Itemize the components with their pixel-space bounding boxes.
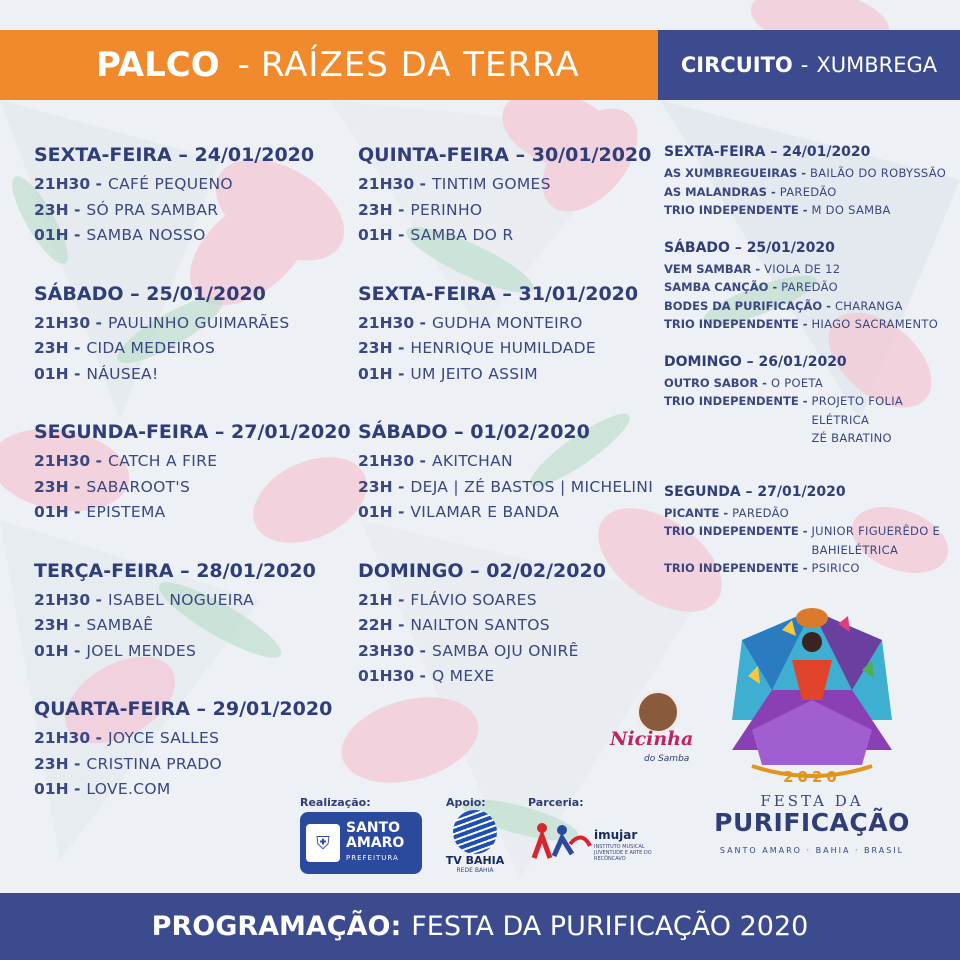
act-name: VILAMAR E BANDA xyxy=(410,503,560,521)
act-row xyxy=(358,336,658,362)
act-time: 21H30 - xyxy=(34,452,102,470)
act-row xyxy=(34,588,354,614)
circuit-act-row xyxy=(664,183,954,202)
circuit-group: VEM SAMBAR - xyxy=(664,261,761,276)
act-name: NAILTON SANTOS xyxy=(410,616,550,634)
act-name: DEJA | ZÉ BASTOS | MICHELINI xyxy=(410,477,654,496)
nicinha-sub: do Samba xyxy=(644,754,690,764)
apoio-label: Apoio: xyxy=(446,796,486,809)
act-row xyxy=(34,752,354,778)
act-time: 21H - xyxy=(358,590,405,609)
festa-place: SANTO AMARO · BAHIA · BRASIL xyxy=(719,846,905,855)
act-row xyxy=(34,311,354,337)
festa-figure-icon xyxy=(712,580,912,780)
act-time: 21H30 - xyxy=(34,590,102,609)
circuit-name: PAREDÃO xyxy=(781,280,838,294)
stage-day xyxy=(34,560,354,665)
festa-year: 2020 xyxy=(783,768,841,786)
act-name: JOEL MENDES xyxy=(86,641,197,660)
act-name: HENRIQUE HUMILDADE xyxy=(410,339,597,357)
circuit-act-row xyxy=(664,559,954,578)
act-time: 21H30 - xyxy=(358,452,426,470)
act-time: 21H30 - xyxy=(34,175,102,193)
stage-day xyxy=(358,144,658,249)
act-time: 01H - xyxy=(358,364,405,383)
act-row xyxy=(34,172,354,198)
nicinha-name: Nicinha xyxy=(610,728,694,750)
circuit-name: PAREDÃO xyxy=(779,184,837,199)
circuit-act-row xyxy=(664,201,954,220)
stage-column-1 xyxy=(34,144,354,837)
circuit-separator: - xyxy=(800,53,809,77)
circuit-act-row xyxy=(664,392,954,448)
act-name: SAMBA DO R xyxy=(410,226,514,244)
act-name: TINTIM GOMES xyxy=(431,175,551,193)
act-time: 21H30 - xyxy=(358,175,426,193)
act-time: 01H - xyxy=(34,780,81,798)
nicinha-do-samba-logo xyxy=(606,682,706,782)
stage-day xyxy=(34,421,354,526)
act-row xyxy=(358,362,658,388)
circuit-act-row xyxy=(664,297,954,316)
circuit-group: TRIO INDEPENDENTE - xyxy=(664,394,808,408)
day-title: SEGUNDA-FEIRA – 27/01/2020 xyxy=(34,421,351,443)
circuit-name: M DO SAMBA xyxy=(811,203,891,217)
day-title: SEXTA-FEIRA – 24/01/2020 xyxy=(34,144,315,166)
stage-header xyxy=(0,30,658,100)
stage-day xyxy=(34,144,354,249)
act-row xyxy=(358,475,658,501)
circuit-name: HIAGO SACRAMENTO xyxy=(811,317,939,331)
act-name: AKITCHAN xyxy=(431,452,513,470)
act-time: 23H - xyxy=(358,200,405,219)
day-title: SEXTA-FEIRA – 31/01/2020 xyxy=(358,282,639,305)
act-name: CATCH A FIRE xyxy=(107,452,218,470)
act-row xyxy=(358,500,658,526)
act-time: 01H - xyxy=(34,364,81,383)
tv-bahia-name: TV BAHIA xyxy=(445,854,505,867)
act-row xyxy=(34,726,354,752)
act-time: 23H30 - xyxy=(358,641,426,660)
act-row xyxy=(34,639,354,665)
stage-day xyxy=(34,698,354,803)
circuit-act-row xyxy=(664,522,954,559)
stage-separator: - xyxy=(237,45,251,85)
sponsors-bar xyxy=(300,796,660,886)
act-time: 23H - xyxy=(34,754,81,773)
tv-bahia-logo xyxy=(440,810,510,880)
circuit-column xyxy=(664,144,954,598)
circuit-act-row xyxy=(664,278,954,297)
act-name: SAMBAÊ xyxy=(86,616,154,634)
act-row xyxy=(34,336,354,362)
circuit-name: PAREDÃO xyxy=(732,505,789,520)
stage-label: PALCO xyxy=(96,45,220,85)
day-title: SEXTA-FEIRA – 24/01/2020 xyxy=(664,144,871,160)
act-name: SAMBA OJU ONIRÊ xyxy=(431,641,579,660)
act-row xyxy=(34,613,354,639)
day-title: SÁBADO – 01/02/2020 xyxy=(358,421,590,443)
stage-day xyxy=(358,560,658,690)
circuit-name: PSIRICO xyxy=(811,561,860,575)
act-time: 23H - xyxy=(358,477,405,496)
act-row xyxy=(358,172,658,198)
day-title: DOMINGO – 26/01/2020 xyxy=(664,353,847,370)
act-time: 01H - xyxy=(34,641,81,660)
act-row xyxy=(358,198,658,224)
act-name: LOVE.COM xyxy=(86,780,171,798)
stage-day xyxy=(358,421,658,526)
circuit-day xyxy=(664,144,954,220)
act-name: UM JEITO ASSIM xyxy=(410,364,538,383)
circuit-header xyxy=(658,30,960,100)
day-title: DOMINGO – 02/02/2020 xyxy=(358,559,606,582)
realizacao-label: Realização: xyxy=(300,796,371,809)
day-title: QUINTA-FEIRA – 30/01/2020 xyxy=(358,144,652,166)
tv-bahia-globe-icon xyxy=(453,810,497,854)
stage-day xyxy=(34,283,354,388)
stage-day xyxy=(358,283,658,388)
act-row xyxy=(358,311,658,337)
circuit-name: CHARANGA xyxy=(834,298,903,313)
circuit-group: TRIO INDEPENDENTE - xyxy=(664,524,808,538)
act-row xyxy=(34,500,354,526)
day-title: SEGUNDA – 27/01/2020 xyxy=(664,483,846,500)
act-time: 01H - xyxy=(358,503,405,521)
act-name: JOYCE SALLES xyxy=(107,729,220,747)
circuit-group: TRIO INDEPENDENTE - xyxy=(664,561,808,575)
act-row xyxy=(358,588,658,614)
parceria-label: Parceria: xyxy=(528,796,584,809)
day-title: TERÇA-FEIRA – 28/01/2020 xyxy=(34,559,316,582)
day-title: SÁBADO – 25/01/2020 xyxy=(664,239,835,256)
act-time: 23H - xyxy=(358,339,405,357)
circuit-name: O POETA xyxy=(770,375,824,390)
circuit-act-row xyxy=(664,374,954,393)
circuit-name: VIOLA DE 12 xyxy=(764,261,841,276)
festa-purificacao-logo xyxy=(712,580,912,870)
act-time: 01H30 - xyxy=(358,667,426,685)
circuit-group: PICANTE - xyxy=(664,505,729,520)
footer-banner xyxy=(0,893,960,960)
circuit-name: BAILÃO DO ROBYSSÃO xyxy=(810,166,947,180)
santo-amaro-logo xyxy=(300,812,422,874)
act-time: 21H30 - xyxy=(34,729,102,747)
act-row xyxy=(358,449,658,475)
imujar-logo xyxy=(530,820,652,870)
act-time: 21H30 - xyxy=(358,313,426,332)
act-time: 21H30 - xyxy=(34,313,102,332)
act-name: SÓ PRA SAMBAR xyxy=(86,200,219,219)
circuit-group: BODES DA PURIFICAÇÃO - xyxy=(664,298,831,313)
santo-amaro-line1: SANTO xyxy=(346,819,401,836)
act-name: CIDA MEDEIROS xyxy=(86,339,216,357)
act-row xyxy=(34,449,354,475)
act-name: SABAROOT'S xyxy=(86,477,191,496)
act-name: CAFÉ PEQUENO xyxy=(107,175,233,193)
act-time: 22H - xyxy=(358,616,405,634)
act-name: PAULINHO GUIMARÃES xyxy=(107,313,290,332)
act-row xyxy=(34,475,354,501)
circuit-name: JUNIOR FIGUERÊDO E BAHIELÉTRICA xyxy=(811,524,941,557)
act-row xyxy=(34,223,354,249)
festa-line1: FESTA DA xyxy=(760,792,864,810)
imujar-sub: INSTITUTO MUSICAL JUVENTUDE E ARTE DO RECÔNCAVO xyxy=(594,844,652,862)
act-row xyxy=(358,639,658,665)
circuit-group: OUTRO SABOR - xyxy=(664,375,767,390)
circuit-group: AS MALANDRAS - xyxy=(664,184,776,199)
santo-amaro-sub: PREFEITURA xyxy=(346,853,399,862)
act-row xyxy=(34,198,354,224)
tv-bahia-sub: REDE BAHIA xyxy=(456,867,494,874)
act-time: 23H - xyxy=(34,616,81,634)
act-name: GUDHA MONTEIRO xyxy=(431,313,583,332)
festa-line2: PURIFICAÇÃO xyxy=(714,808,910,837)
act-time: 23H - xyxy=(34,477,81,496)
imujar-name: imujar xyxy=(594,828,638,842)
day-title: QUARTA-FEIRA – 29/01/2020 xyxy=(34,698,333,720)
act-name: PERINHO xyxy=(410,200,483,219)
imujar-figures-icon xyxy=(530,820,592,860)
act-row xyxy=(34,362,354,388)
circuit-group: SAMBA CANÇÃO - xyxy=(664,280,778,294)
act-name: EPISTEMA xyxy=(86,503,166,521)
circuit-act-row xyxy=(664,260,954,279)
act-name: CRISTINA PRADO xyxy=(86,754,222,773)
crest-icon: ⛨ xyxy=(306,824,340,862)
stage-name: RAÍZES DA TERRA xyxy=(260,45,580,85)
act-time: 01H - xyxy=(34,226,81,244)
day-title: SÁBADO – 25/01/2020 xyxy=(34,282,266,305)
circuit-label: CIRCUITO xyxy=(680,53,793,77)
act-name: ISABEL NOGUEIRA xyxy=(107,590,255,609)
act-name: Q MEXE xyxy=(431,667,495,685)
circuit-group: TRIO INDEPENDENTE - xyxy=(664,317,808,331)
act-row xyxy=(358,223,658,249)
circuit-day xyxy=(664,240,954,334)
circuit-name: XUMBREGA xyxy=(816,53,938,77)
footer-text: FESTA DA PURIFICAÇÃO 2020 xyxy=(411,911,809,942)
circuit-act-row xyxy=(664,315,954,334)
act-name: NÁUSEA! xyxy=(86,364,159,383)
circuit-act-row xyxy=(664,164,954,183)
act-name: SAMBA NOSSO xyxy=(86,226,206,244)
circuit-day xyxy=(664,484,954,578)
santo-amaro-line2: AMARO xyxy=(346,834,405,851)
circuit-group: AS XUMBREGUEIRAS - xyxy=(664,166,807,180)
footer-label: PROGRAMAÇÃO: xyxy=(151,911,402,942)
act-name: FLÁVIO SOARES xyxy=(410,590,537,609)
act-time: 23H - xyxy=(34,200,81,219)
act-time: 01H - xyxy=(34,503,81,521)
act-row xyxy=(358,613,658,639)
act-time: 01H - xyxy=(358,226,405,244)
stage-column-2 xyxy=(358,144,658,724)
circuit-act-row xyxy=(664,504,954,523)
circuit-name: PROJETO FOLIA ELÉTRICA ZÉ BARATINO xyxy=(811,394,904,445)
circuit-day xyxy=(664,354,954,448)
circuit-group: TRIO INDEPENDENTE - xyxy=(664,203,808,217)
act-time: 23H - xyxy=(34,339,81,357)
